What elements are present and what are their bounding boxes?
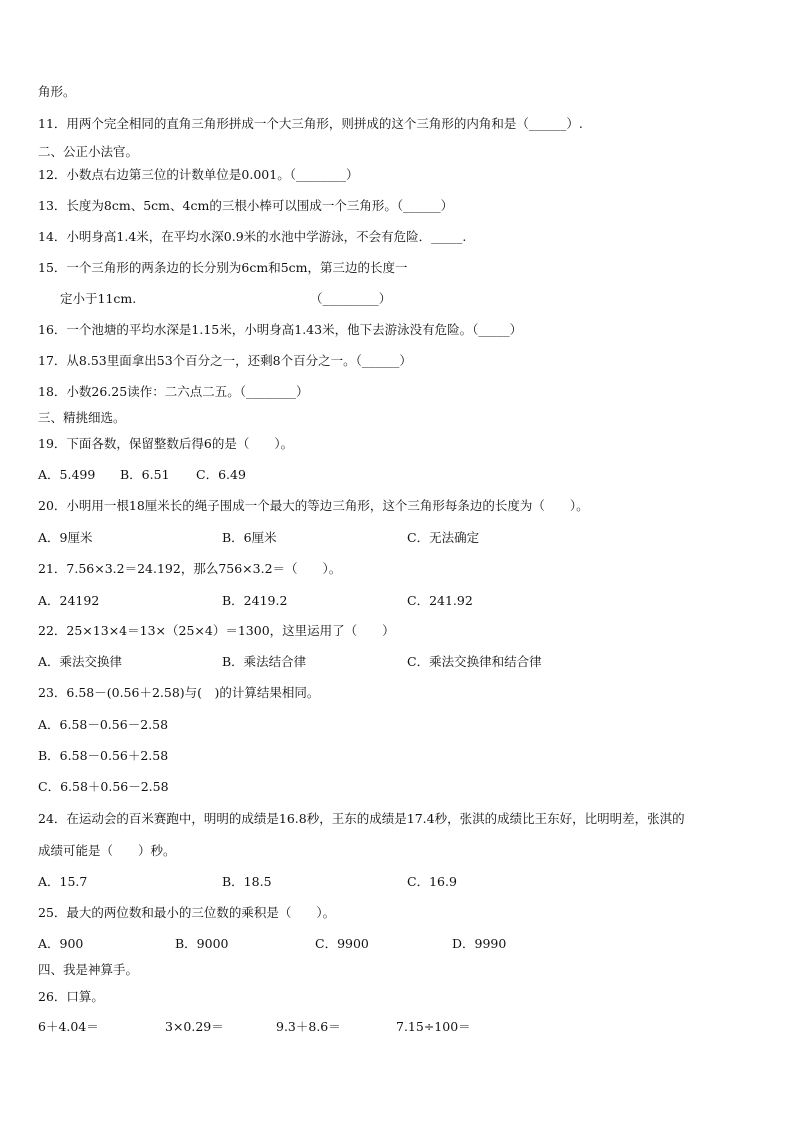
q20-option-a: A．9厘米 (38, 530, 93, 545)
section-2-heading: 二、公正小法官。 (38, 144, 139, 159)
question-22: 22．25×13×4＝13×（25×4）＝1300，这里运用了（ ） (38, 623, 395, 638)
q21-option-c: C．241.92 (407, 593, 473, 608)
q19-option-c: C．6.49 (196, 467, 246, 482)
question-21: 21．7.56×3.2＝24.192，那么756×3.2＝（ ）。 (38, 561, 342, 576)
question-23: 23．6.58－(0.56＋2.58)与( )的计算结果相同。 (38, 685, 320, 700)
question-14: 14．小明身高1.4米，在平均水深0.9米的水池中学游泳，不会有危险．_____. (38, 229, 467, 244)
q22-option-c: C．乘法交换律和结合律 (407, 654, 542, 669)
q24-option-b: B．18.5 (222, 874, 272, 889)
question-19: 19．下面各数，保留整数后得6的是（ ）。 (38, 436, 294, 451)
q24-option-c: C．16.9 (407, 874, 457, 889)
section-3-heading: 三、精挑细选。 (38, 410, 126, 425)
question-12: 12．小数点右边第三位的计数单位是0.001。（________） (38, 167, 359, 182)
question-24-line-1: 24．在运动会的百米赛跑中，明明的成绩是16.8秒，王东的成绩是17.4秒，张淇的成绩比王东好，比明明差，张淇的 (38, 811, 685, 826)
q26-item-2: 3×0.29＝ (165, 1019, 224, 1034)
q26-item-1: 6＋4.04＝ (38, 1019, 99, 1034)
q22-option-b: B．乘法结合律 (222, 654, 307, 669)
question-15-line-2: 定小于11cm. (60, 291, 137, 306)
q21-option-a: A．24192 (38, 593, 100, 608)
q22-option-a: A．乘法交换律 (38, 654, 123, 669)
q25-option-d: D．9990 (452, 936, 507, 951)
q26-item-4: 7.15÷100＝ (396, 1019, 471, 1034)
q23-option-c: C．6.58＋0.56－2.58 (38, 779, 169, 794)
question-11: 11．用两个完全相同的直角三角形拼成一个大三角形，则拼成的这个三角形的内角和是（______）. (38, 116, 583, 131)
q25-option-a: A．900 (38, 936, 84, 951)
question-15-blank: （_________） (310, 291, 392, 306)
q19-option-b: B．6.51 (120, 467, 170, 482)
q23-option-b: B．6.58－0.56＋2.58 (38, 748, 169, 763)
q25-option-c: C．9900 (315, 936, 369, 951)
question-24-line-2: 成绩可能是（ ）秒。 (38, 843, 176, 858)
q24-option-a: A．15.7 (38, 874, 88, 889)
q21-option-b: B．2419.2 (222, 593, 288, 608)
question-18: 18．小数26.25读作：二六点二五。（________） (38, 384, 309, 399)
q20-option-b: B．6厘米 (222, 530, 277, 545)
question-20: 20．小明用一根18厘米长的绳子围成一个最大的等边三角形，这个三角形每条边的长度为（ ）。 (38, 498, 589, 513)
question-15-line-1: 15．一个三角形的两条边的长分别为6cm和5cm，第三边的长度一 (38, 260, 408, 275)
q23-option-a: A．6.58－0.56－2.58 (38, 717, 169, 732)
question-13: 13．长度为8cm、5cm、4cm的三根小棒可以围成一个三角形。（______） (38, 198, 454, 213)
text-line-continuation: 角形。 (38, 84, 76, 99)
q26-item-3: 9.3＋8.6＝ (276, 1019, 341, 1034)
question-17: 17．从8.53里面拿出53个百分之一，还剩8个百分之一。（______） (38, 353, 412, 368)
q20-option-c: C．无法确定 (407, 530, 480, 545)
section-4-heading: 四、我是神算手。 (38, 962, 139, 977)
q19-option-a: A．5.499 (38, 467, 96, 482)
question-26: 26．口算。 (38, 989, 104, 1004)
question-16: 16．一个池塘的平均水深是1.15米，小明身高1.43米，他下去游泳没有危险。（_____） (38, 322, 523, 337)
question-25: 25．最大的两位数和最小的三位数的乘积是（ ）。 (38, 905, 336, 920)
q25-option-b: B．9000 (175, 936, 229, 951)
